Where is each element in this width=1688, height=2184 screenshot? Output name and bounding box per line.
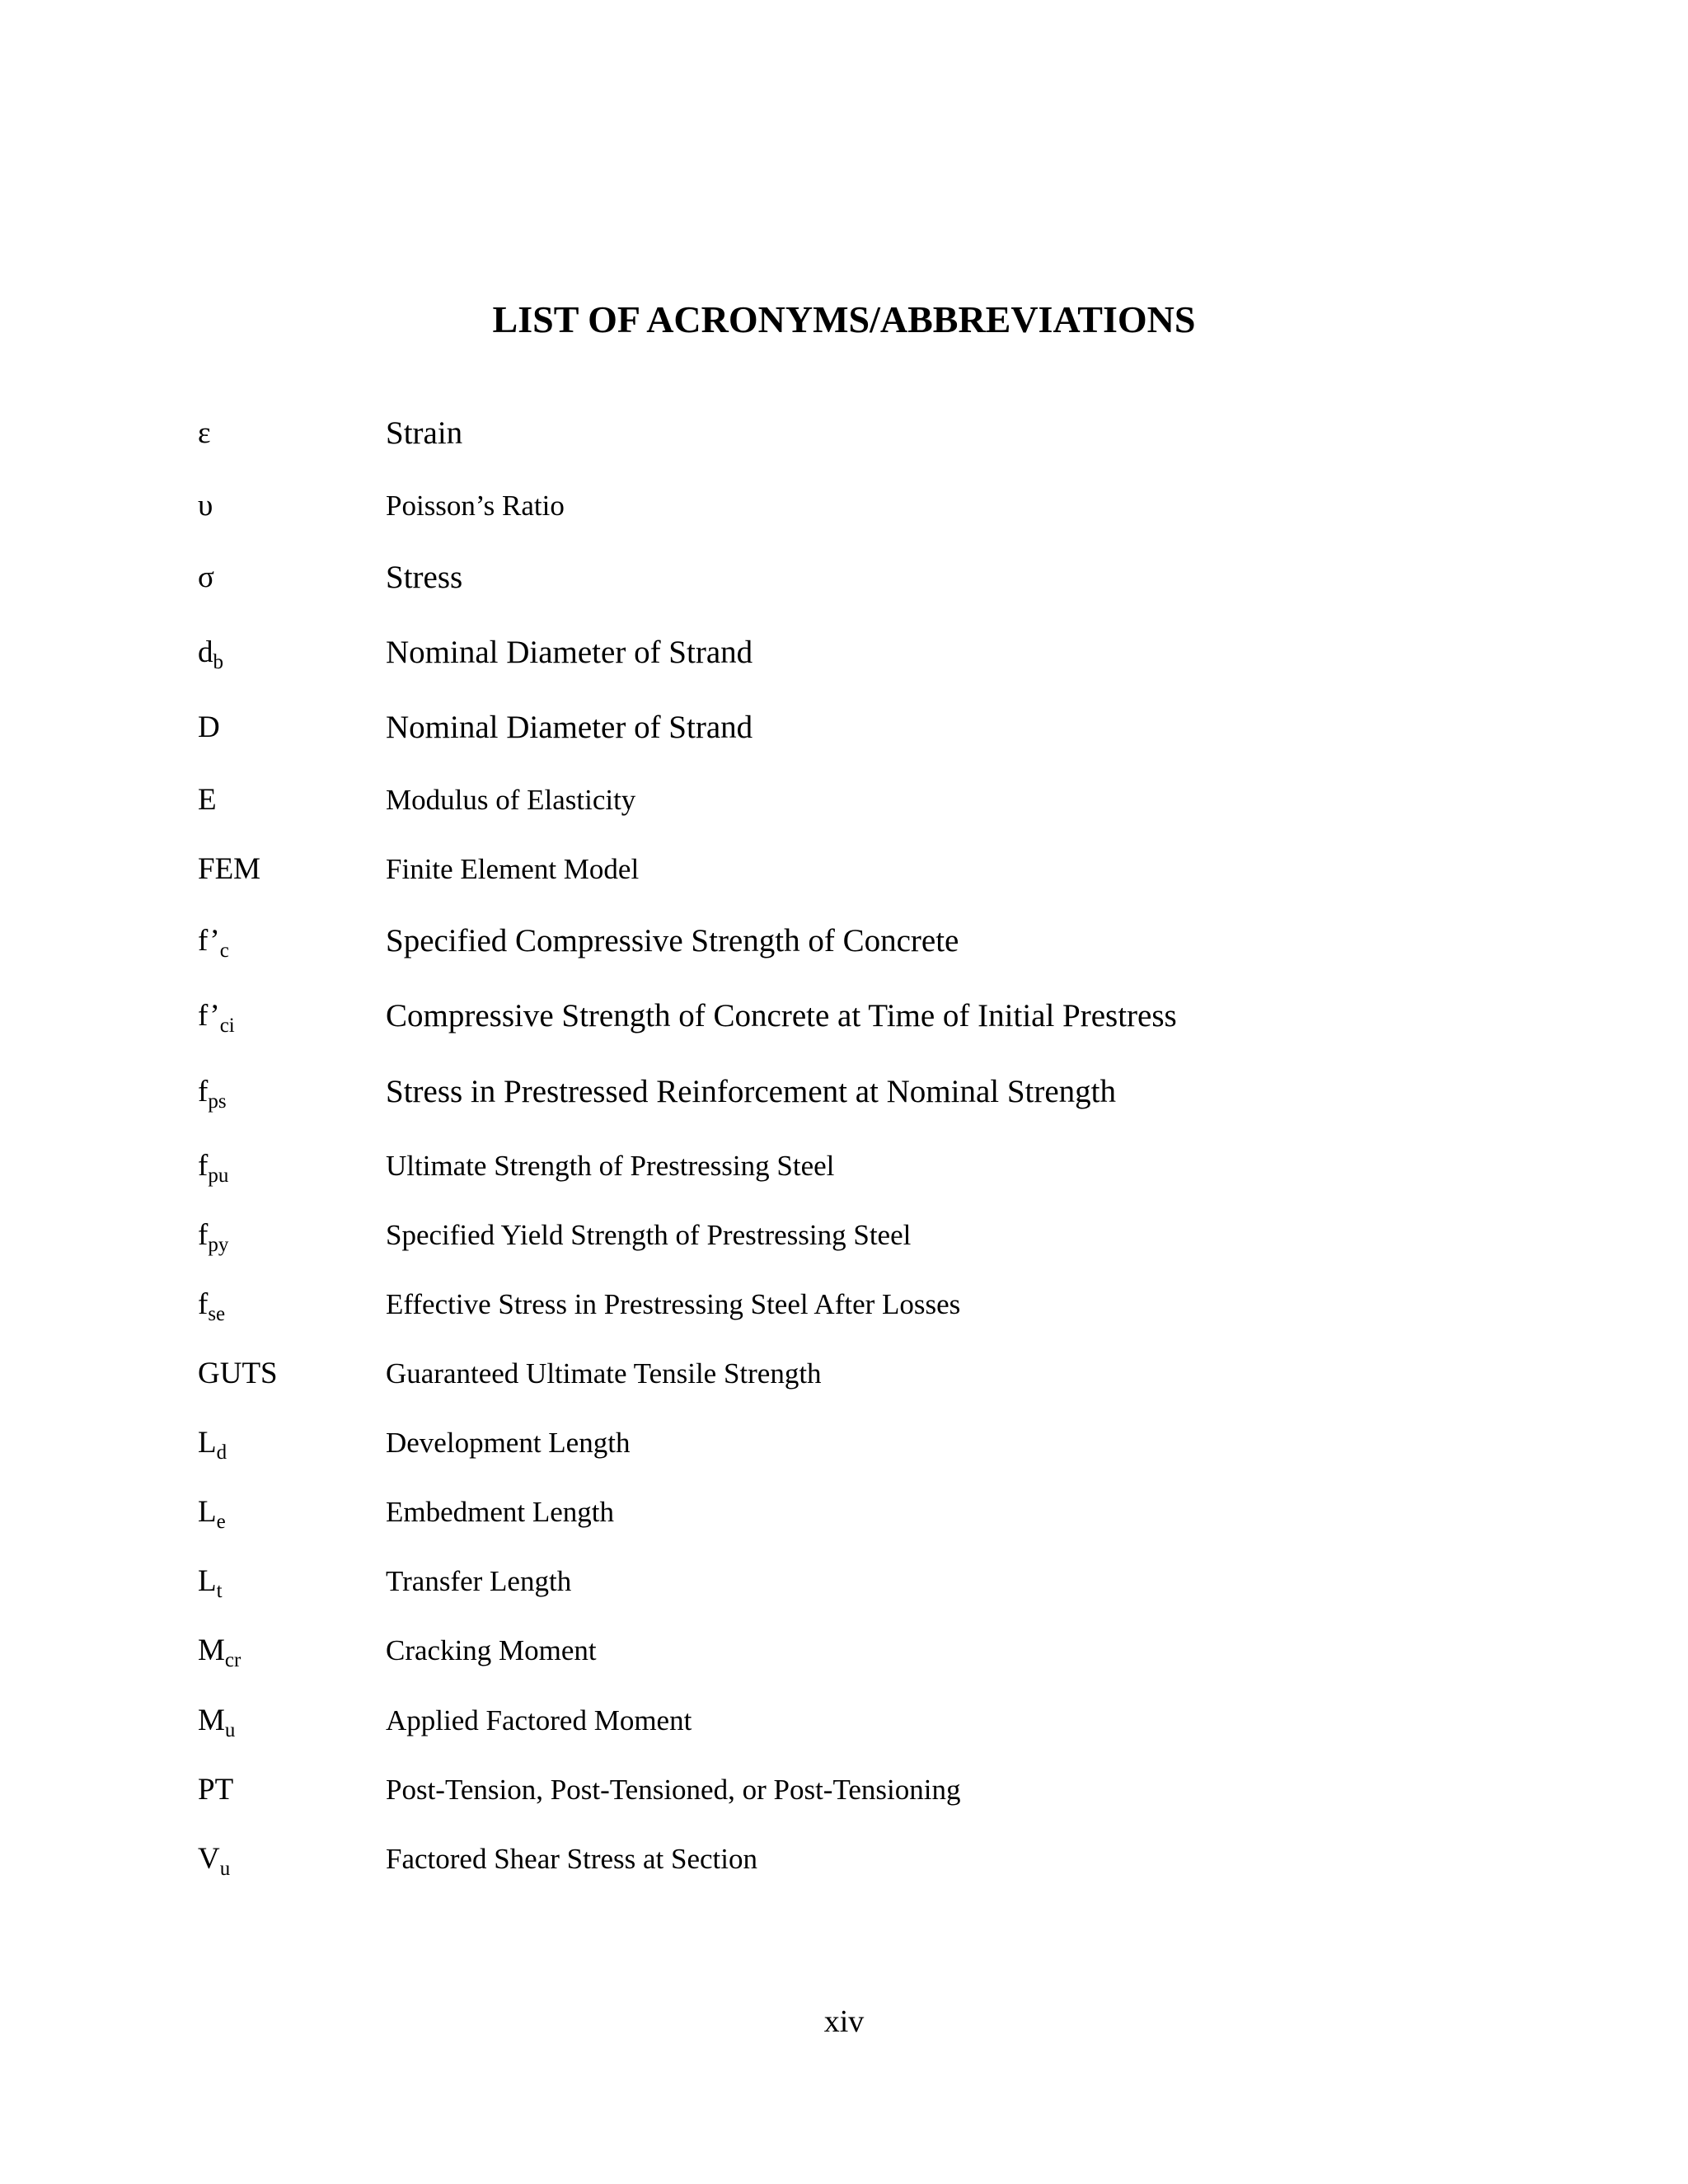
entry-description: Stress in Prestressed Reinforcement at Nominal Strength bbox=[386, 1074, 1116, 1109]
entry-symbol: $L_d$ bbox=[198, 1426, 227, 1464]
entry-symbol: $L_e$ bbox=[198, 1495, 226, 1533]
entry-symbol: ε bbox=[198, 416, 211, 450]
list-item bbox=[0, 481, 1688, 531]
entry-symbol: $M_{cr}$ bbox=[198, 1633, 241, 1671]
list-item bbox=[0, 1696, 1688, 1746]
list-item bbox=[0, 1280, 1688, 1329]
entry-description: Specified Compressive Strength of Concrete bbox=[386, 923, 959, 958]
entry-symbol: σ bbox=[198, 560, 214, 594]
entry-description: Poisson’s Ratio bbox=[386, 490, 565, 522]
list-item bbox=[0, 628, 1688, 677]
entry-symbol: GUTS bbox=[198, 1357, 278, 1390]
list-item bbox=[0, 703, 1688, 752]
entry-symbol: D bbox=[198, 710, 220, 744]
entry-symbol: E bbox=[198, 783, 217, 817]
entry-description: Stress bbox=[386, 560, 463, 595]
entry-description: Cracking Moment bbox=[386, 1634, 597, 1666]
page-title: LIST OF ACRONYMS/ABBREVIATIONS bbox=[492, 298, 1196, 340]
entry-symbol: $L_t$ bbox=[198, 1564, 223, 1602]
entry-symbol: $f_{py}$ bbox=[198, 1218, 229, 1256]
entry-description: Specified Yield Strength of Prestressing Steel bbox=[386, 1219, 912, 1251]
list-item bbox=[0, 409, 1688, 458]
entry-description: Nominal Diameter of Strand bbox=[386, 710, 753, 745]
entry-description: Compressive Strength of Concrete at Time of Initial Prestress bbox=[386, 998, 1177, 1033]
list-item bbox=[0, 1067, 1688, 1117]
list-item bbox=[0, 1835, 1688, 1884]
list-item bbox=[0, 1626, 1688, 1675]
entry-symbol: $V_u$ bbox=[198, 1842, 231, 1880]
entry-description: Guaranteed Ultimate Tensile Strength bbox=[386, 1357, 822, 1390]
entry-description: Finite Element Model bbox=[386, 853, 640, 885]
list-item bbox=[0, 845, 1688, 894]
list-item bbox=[0, 1211, 1688, 1260]
entry-symbol: $f’_{ci}$ bbox=[198, 999, 235, 1037]
entry-symbol: $f_{se}$ bbox=[198, 1287, 226, 1325]
entry-description: Modulus of Elasticity bbox=[386, 784, 636, 816]
entry-description: Transfer Length bbox=[386, 1565, 572, 1597]
entry-symbol: $f_{pu}$ bbox=[198, 1149, 229, 1187]
entry-description: Strain bbox=[386, 415, 463, 451]
list-item bbox=[0, 776, 1688, 825]
entry-symbol: $f’_c$ bbox=[198, 924, 229, 962]
list-item bbox=[0, 1349, 1688, 1399]
list-item bbox=[0, 1418, 1688, 1468]
page-number: xiv bbox=[823, 2004, 865, 2039]
list-item bbox=[0, 553, 1688, 602]
entry-symbol: FEM bbox=[198, 852, 261, 886]
entry-description: Nominal Diameter of Strand bbox=[386, 635, 753, 670]
list-item bbox=[0, 991, 1688, 1041]
list-item bbox=[0, 1557, 1688, 1606]
entry-symbol: υ bbox=[198, 489, 213, 523]
list-item bbox=[0, 916, 1688, 966]
entry-description: Applied Factored Moment bbox=[386, 1704, 692, 1736]
entry-description: Post-Tension, Post-Tensioned, or Post-Tensioning bbox=[386, 1774, 961, 1806]
entry-description: Factored Shear Stress at Section bbox=[386, 1843, 758, 1875]
entry-description: Effective Stress in Prestressing Steel After Losses bbox=[386, 1288, 961, 1320]
entry-symbol: $M_u$ bbox=[198, 1704, 236, 1741]
list-item bbox=[0, 1488, 1688, 1537]
list-item bbox=[0, 1765, 1688, 1815]
entry-description: Development Length bbox=[386, 1427, 631, 1459]
entry-symbol: $f_{ps}$ bbox=[198, 1075, 227, 1113]
entry-description: Embedment Length bbox=[386, 1496, 615, 1528]
entry-symbol: PT bbox=[198, 1773, 234, 1807]
list-item bbox=[0, 1141, 1688, 1191]
entry-symbol: $d_b$ bbox=[198, 635, 223, 673]
entry-description: Ultimate Strength of Prestressing Steel bbox=[386, 1150, 835, 1182]
